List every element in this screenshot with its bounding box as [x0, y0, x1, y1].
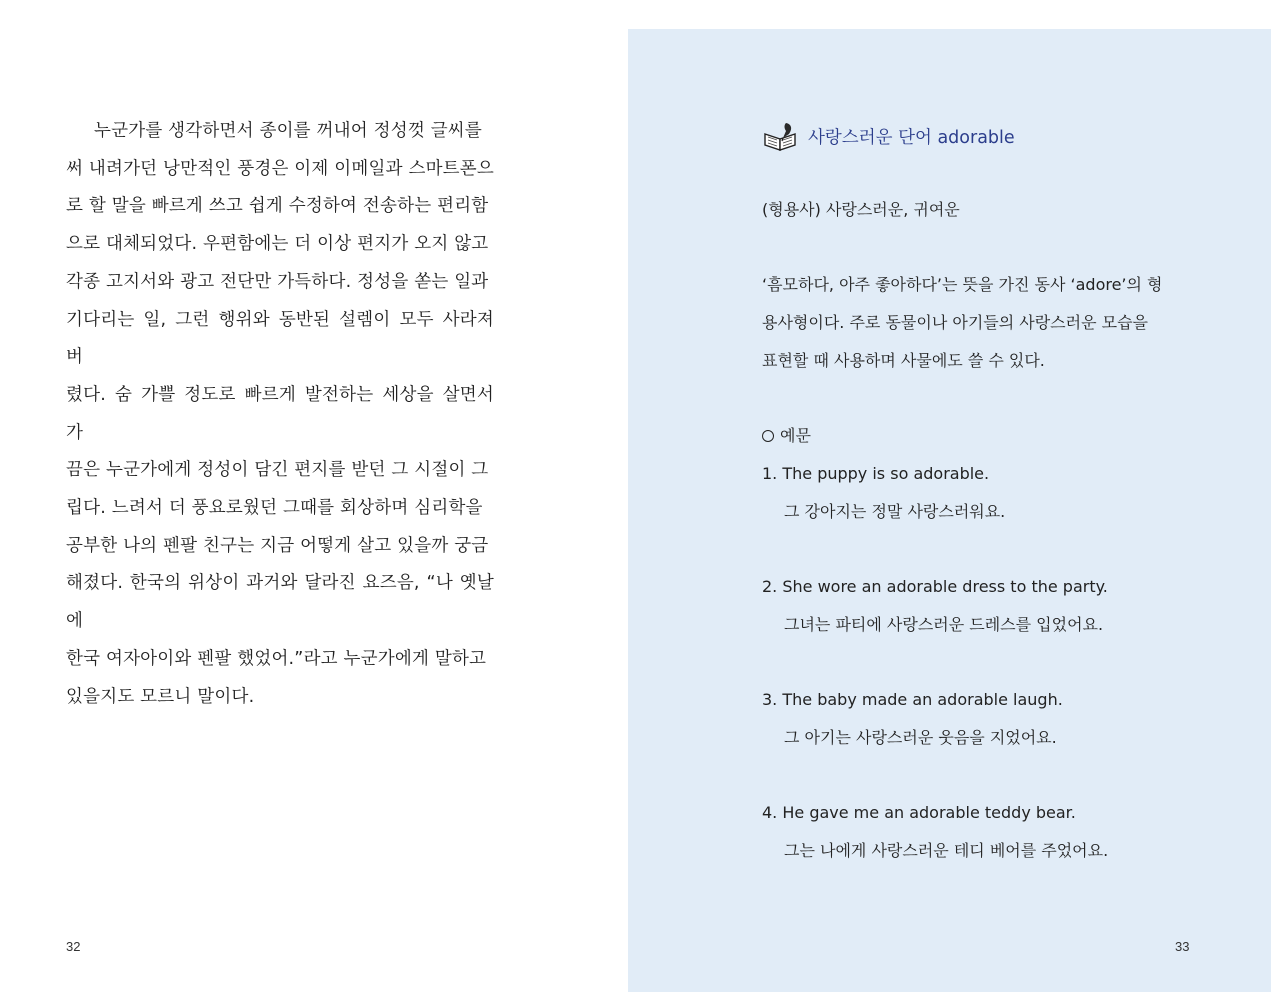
- paragraph-line: 써 내려가던 낭만적인 풍경은 이제 이메일과 스마트폰으: [66, 158, 494, 179]
- example-english: 4. He gave me an adorable teddy bear.: [762, 803, 1076, 823]
- example-korean: 그는 나에게 사랑스러운 테디 베어를 주었어요.: [784, 840, 1109, 860]
- right-page: [628, 29, 1271, 992]
- paragraph-line: 로 할 말을 빠르게 쓰고 쉽게 수정하여 전송하는 편리함: [66, 196, 489, 217]
- paragraph-line: 기다리는 일, 그런 행위와 동반된 설렘이 모두 사라져 버: [66, 309, 494, 368]
- examples-heading: [762, 417, 1202, 455]
- paragraph-line: 누군가를 생각하면서 종이를 꺼내어 정성껏 글씨를: [94, 121, 483, 141]
- paragraph-line: 각종 고지서와 광고 전단만 가득하다. 정성을 쏟는 일과: [66, 271, 489, 292]
- example-english: 3. The baby made an adorable laugh.: [762, 690, 1063, 710]
- definition-line: 표현할 때 사용하며 사물에도 쓸 수 있다.: [762, 350, 1045, 370]
- circle-bullet-icon: [762, 430, 774, 442]
- example-item: [762, 794, 1202, 869]
- left-page: [0, 0, 628, 1004]
- example-korean: 그녀는 파티에 사랑스러운 드레스를 입었어요.: [784, 614, 1104, 634]
- definition-line: 용사형이다. 주로 동물이나 아기들의 사랑스러운 모습을: [762, 313, 1149, 333]
- vocabulary-title: 사랑스러운 단어 adorable: [808, 127, 1015, 148]
- paragraph-line: 한국 여자아이와 펜팔 했었어.”라고 누군가에게 말하고: [66, 648, 487, 669]
- page-number-right: 33: [1175, 939, 1190, 954]
- paragraph-line: 립다. 느려서 더 풍요로웠던 그때를 회상하며 심리학을: [66, 498, 483, 519]
- essay-paragraph: [66, 113, 494, 716]
- definition: [762, 266, 1202, 379]
- example-item: [762, 568, 1202, 643]
- page-number-left: 32: [66, 939, 81, 954]
- example-item: [762, 455, 1202, 530]
- example-korean: 그 강아지는 정말 사랑스러워요.: [784, 501, 1006, 521]
- paragraph-line: 으로 대체되었다. 우편함에는 더 이상 편지가 오지 않고: [66, 234, 489, 255]
- paragraph-line: 있을지도 모르니 말이다.: [66, 686, 255, 707]
- example-english: 2. She wore an adorable dress to the party.: [762, 576, 1108, 596]
- example-korean: 그 아기는 사랑스러운 웃음을 지었어요.: [784, 727, 1057, 747]
- definition-line: ‘흠모하다, 아주 좋아하다’는 뜻을 가진 동사 ‘adore’의 형: [762, 275, 1163, 295]
- example-english: 1. The puppy is so adorable.: [762, 463, 990, 483]
- paragraph-line: 끔은 누군가에게 정성이 담긴 편지를 받던 그 시절이 그: [66, 460, 489, 481]
- book-quill-icon: [762, 120, 800, 152]
- vocabulary-heading: [762, 120, 1202, 152]
- part-of-speech: (형용사) 사랑스러운, 귀여운: [762, 200, 960, 219]
- vocabulary-box: [762, 120, 1202, 870]
- paragraph-line: 렸다. 숨 가쁠 정도로 빠르게 발전하는 세상을 살면서 가: [66, 384, 494, 443]
- examples-title: 예문: [780, 426, 811, 446]
- paragraph-line: 해졌다. 한국의 위상이 과거와 달라진 요즈음, “나 옛날에: [66, 573, 494, 632]
- paragraph-line: 공부한 나의 펜팔 친구는 지금 어떻게 살고 있을까 궁금: [66, 535, 489, 556]
- example-item: [762, 681, 1202, 756]
